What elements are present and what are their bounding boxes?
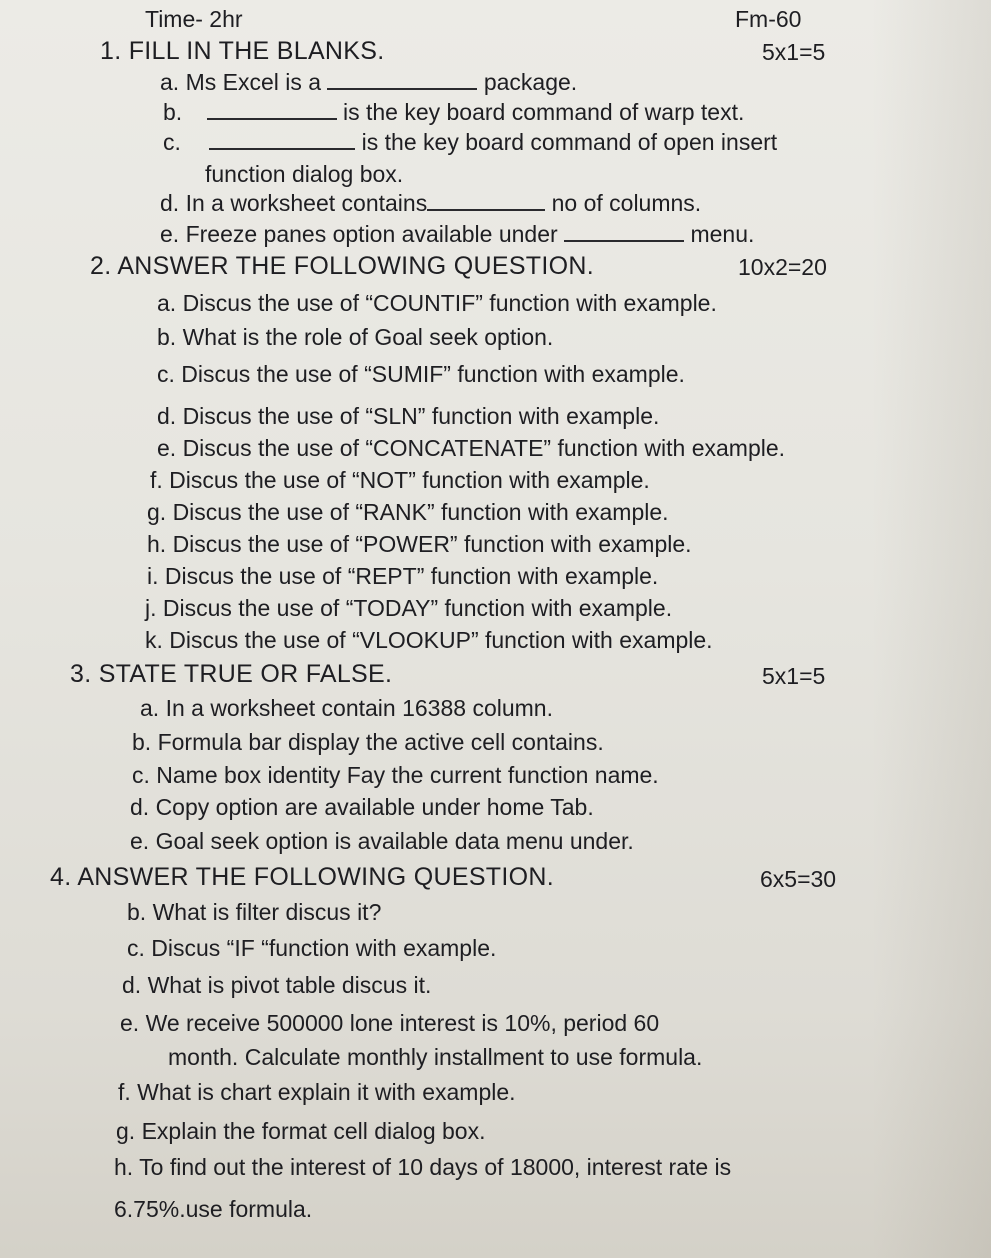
q4-item-h-continuation: 6.75%.use formula.	[114, 1196, 313, 1222]
q1-c-continuation: function dialog box.	[205, 161, 404, 187]
answer-blank	[207, 100, 337, 120]
section-2-title: 2. ANSWER THE FOLLOWING QUESTION.	[90, 252, 594, 280]
time-label: Time- 2hr	[145, 6, 243, 32]
q4-item-e: e. We receive 500000 lone interest is 10%, period 60	[120, 1010, 660, 1036]
section-2-marks: 10x2=20	[738, 254, 827, 280]
q4-item-f: f. What is chart explain it with example.	[118, 1079, 516, 1105]
q1-d-text: d. In a worksheet contains	[160, 190, 428, 216]
full-marks-label: Fm-60	[735, 6, 802, 32]
answer-blank	[564, 222, 684, 242]
section-3-title: 3. STATE TRUE OR FALSE.	[70, 660, 393, 688]
q1-item-e	[160, 220, 754, 248]
section-1-title: 1. FILL IN THE BLANKS.	[100, 37, 385, 65]
q3-item-d: d. Copy option are available under home Tab.	[130, 794, 594, 820]
q4-item-d: d. What is pivot table discus it.	[122, 972, 432, 998]
q3-item-a: a. In a worksheet contain 16388 column.	[140, 695, 553, 721]
q1-b-text: is the key board command of warp text.	[336, 99, 745, 125]
q1-b-label: b.	[163, 99, 189, 125]
answer-blank	[327, 70, 477, 90]
q2-item-k: k. Discus the use of “VLOOKUP” function with example.	[145, 627, 713, 653]
q1-a-text: a. Ms Excel is a	[160, 69, 328, 95]
q1-item-a	[160, 68, 577, 96]
answer-blank	[427, 191, 545, 211]
q1-c-text: is the key board command of open insert	[355, 129, 778, 155]
page-edge-shadow	[871, 0, 991, 1258]
q4-item-e-continuation: month. Calculate monthly installment to use formula.	[168, 1044, 703, 1070]
q2-item-i: i. Discus the use of “REPT” function with example.	[147, 563, 659, 589]
q1-e-text-end: menu.	[684, 221, 755, 247]
q1-d-text-end: no of columns.	[545, 190, 702, 216]
section-1-marks: 5x1=5	[762, 39, 826, 65]
q1-a-text-end: package.	[477, 69, 578, 95]
q4-item-h: h. To find out the interest of 10 days of 18000, interest rate is	[114, 1154, 732, 1180]
q1-c-label: c.	[163, 129, 188, 155]
q4-item-c: c. Discus “IF “function with example.	[127, 935, 497, 961]
q1-item-d	[160, 189, 701, 217]
section-4-marks: 6x5=30	[760, 866, 837, 892]
section-4-title: 4. ANSWER THE FOLLOWING QUESTION.	[50, 863, 554, 891]
q2-item-f: f. Discus the use of “NOT” function with example.	[150, 467, 650, 493]
q2-item-g: g. Discus the use of “RANK” function with example.	[147, 499, 669, 525]
q3-item-b: b. Formula bar display the active cell contains.	[132, 729, 604, 755]
q3-item-c: c. Name box identity Fay the current function name.	[132, 762, 659, 788]
q2-item-h: h. Discus the use of “POWER” function with example.	[147, 531, 692, 557]
q3-item-e: e. Goal seek option is available data menu under.	[130, 828, 634, 854]
q4-item-g: g. Explain the format cell dialog box.	[116, 1118, 486, 1144]
section-3-marks: 5x1=5	[762, 663, 826, 689]
q1-item-c	[163, 128, 777, 156]
q2-item-j: j. Discus the use of “TODAY” function with example.	[145, 595, 673, 621]
q2-item-d: d. Discus the use of “SLN” function with example.	[157, 403, 660, 429]
answer-blank	[209, 130, 355, 150]
q2-item-a: a. Discus the use of “COUNTIF” function with example.	[157, 290, 717, 316]
q1-item-b	[163, 98, 744, 126]
q2-item-b: b. What is the role of Goal seek option.	[157, 324, 554, 350]
q2-item-c: c. Discus the use of “SUMIF” function with example.	[157, 361, 685, 387]
q1-e-text: e. Freeze panes option available under	[160, 221, 565, 247]
q4-item-b: b. What is filter discus it?	[127, 899, 382, 925]
q2-item-e: e. Discus the use of “CONCATENATE” function with example.	[157, 435, 786, 461]
